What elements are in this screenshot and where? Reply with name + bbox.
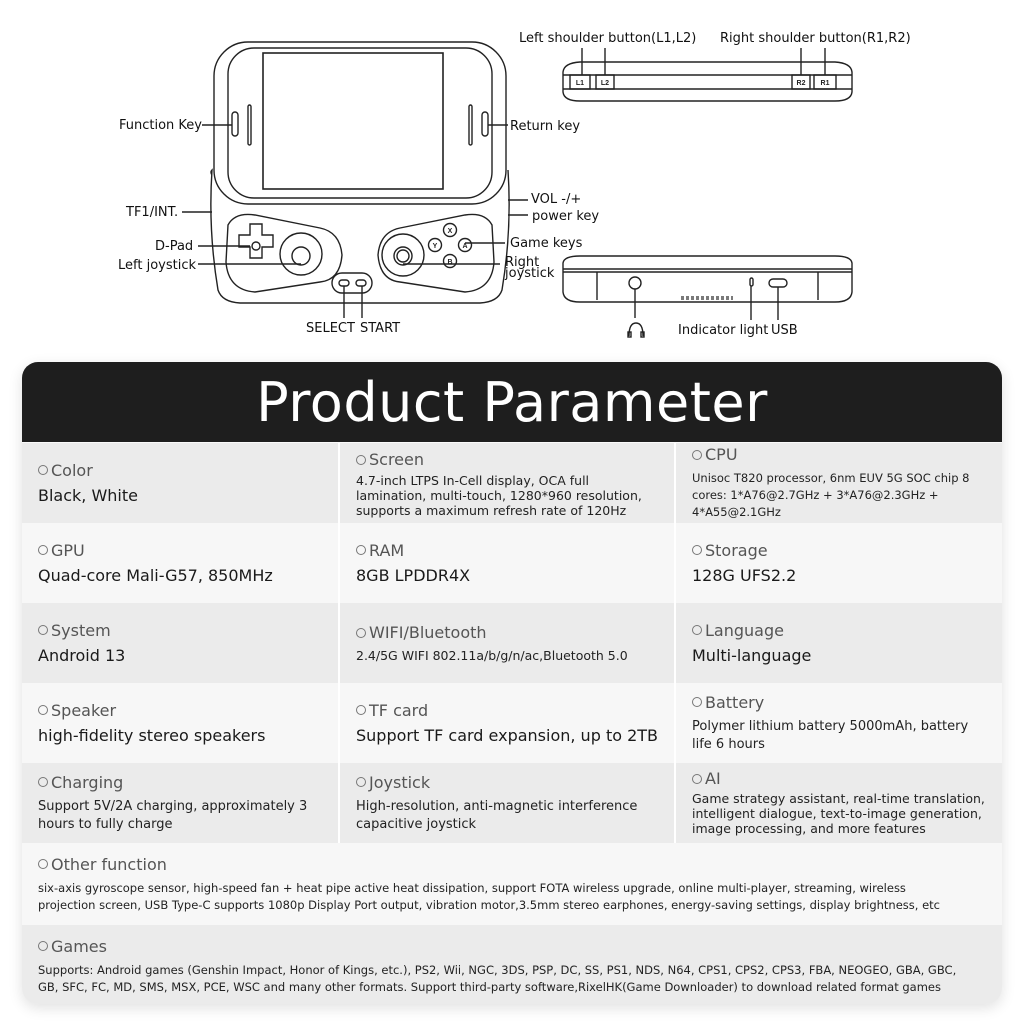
svg-text:R2: R2: [796, 80, 806, 87]
label-indicator-light: Indicator light: [678, 323, 769, 338]
bullet-circle-icon: [692, 774, 702, 784]
bullet-circle-icon: [692, 697, 702, 707]
param-wifi-bluetooth: [340, 603, 676, 683]
param-other-function: [22, 843, 1002, 925]
param-title: Screen: [369, 450, 425, 469]
svg-text:L1: L1: [575, 80, 585, 87]
label-left-shoulder: Left shoulder button(L1,L2): [519, 31, 697, 46]
param-title: Joystick: [369, 772, 431, 792]
bullet-circle-icon: [356, 777, 366, 787]
param-color: [22, 443, 340, 523]
param-title: Language: [705, 620, 784, 640]
label-right-joystick: [505, 257, 554, 279]
param-title: Battery: [705, 692, 765, 712]
param-value: high-fidelity stereo speakers: [38, 725, 266, 745]
param-value: High-resolution, anti-magnetic interference capacitive joystick: [356, 798, 638, 832]
param-value: Supports: Android games (Genshin Impact, Honor of Kings, etc.), PS2, Wii, NGC, 3DS, PSP, DC, SS, PS1, NDS, N64, CPS1, CPS2, CPS3, FBA, NEOGEO, GBA, GBC, GB, SFC, FC, MD, SMS, MSX, PCE, WSC and many other formats. Support third-party software,RixelHK(Game Downloader) to download related format games: [38, 962, 957, 994]
param-value: 2.4/5G WIFI 802.11a/b/g/n/ac,Bluetooth 5.0: [356, 648, 628, 663]
bullet-circle-icon: [356, 628, 366, 638]
param-system: [22, 603, 340, 683]
param-language: [676, 603, 1002, 683]
bullet-circle-icon: [38, 465, 48, 475]
label-power-key: power key: [532, 209, 600, 224]
bullet-circle-icon: [356, 545, 366, 555]
svg-text:Y: Y: [432, 243, 438, 250]
device-line-drawing: [0, 0, 1024, 350]
svg-text:X: X: [447, 228, 453, 235]
param-row: [22, 603, 1002, 683]
bullet-circle-icon: [38, 859, 48, 869]
param-title: WIFI/Bluetooth: [369, 623, 487, 642]
label-return-key: Return key: [510, 119, 581, 134]
svg-text:L2: L2: [600, 80, 610, 87]
label-left-joystick: Left joystick: [118, 258, 197, 273]
param-charging: [22, 763, 340, 843]
label-dpad: D-Pad: [155, 239, 194, 254]
param-speaker: [22, 683, 340, 763]
label-right-joystick-line2: joystick: [505, 266, 555, 281]
param-title: Games: [51, 936, 107, 956]
param-cpu: [676, 443, 1002, 523]
param-joystick: [340, 763, 676, 843]
svg-text:R1: R1: [820, 80, 830, 87]
param-title: Storage: [705, 540, 768, 560]
param-screen: [340, 443, 676, 523]
label-function-key: Function Key: [119, 118, 202, 133]
bullet-circle-icon: [38, 545, 48, 555]
bullet-circle-icon: [356, 705, 366, 715]
param-battery: [676, 683, 1002, 763]
param-title: Speaker: [51, 700, 117, 720]
param-games: [22, 925, 1002, 1004]
param-row: [22, 925, 1002, 1004]
label-usb: USB: [771, 323, 798, 338]
param-value: Support TF card expansion, up to 2TB: [356, 725, 659, 745]
param-row: [22, 683, 1002, 763]
param-value: Polymer lithium battery 5000mAh, battery life 6 hours: [692, 718, 969, 752]
label-right-shoulder: Right shoulder button(R1,R2): [720, 31, 911, 46]
product-parameter-card: [22, 362, 1002, 1004]
bullet-circle-icon: [38, 625, 48, 635]
bullet-circle-icon: [692, 545, 702, 555]
param-title: AI: [705, 769, 721, 788]
svg-text:A: A: [462, 243, 468, 250]
param-value: Android 13: [38, 645, 126, 665]
param-row: [22, 443, 1002, 523]
param-value: Quad-core Mali-G57, 850MHz: [38, 565, 273, 585]
param-row: [22, 843, 1002, 925]
param-value: Multi-language: [692, 645, 812, 665]
card-title: Product Parameter: [22, 362, 1002, 443]
param-value: 128G UFS2.2: [692, 565, 797, 585]
param-gpu: [22, 523, 340, 603]
param-value: 8GB LPDDR4X: [356, 565, 471, 585]
param-tf-card: [340, 683, 676, 763]
bullet-circle-icon: [692, 450, 702, 460]
param-title: CPU: [705, 445, 738, 464]
bullet-circle-icon: [692, 625, 702, 635]
param-ai: [676, 763, 1002, 843]
bullet-circle-icon: [38, 941, 48, 951]
bullet-circle-icon: [38, 777, 48, 787]
param-storage: [676, 523, 1002, 603]
param-value: Unisoc T820 processor, 6nm EUV 5G SOC chip 8 cores: 1*A76@2.7GHz + 3*A76@2.3GHz + 4*A55@2.1GHz: [692, 471, 970, 519]
label-right-joystick-line1: Right: [505, 255, 540, 270]
bullet-circle-icon: [356, 455, 366, 465]
param-row: [22, 523, 1002, 603]
param-row: [22, 763, 1002, 843]
param-title: Charging: [51, 772, 124, 792]
param-value: 4.7-inch LTPS In-Cell display, OCA full lamination, multi-touch, 1280*960 resolution, supports a maximum refresh rate of 120Hz: [356, 473, 642, 518]
param-title: System: [51, 620, 111, 640]
param-value: Game strategy assistant, real-time translation, intelligent dialogue, text-to-image generation, image processing, and more features: [692, 791, 985, 836]
param-value: Black, White: [38, 485, 138, 505]
label-vol: VOL -/+: [531, 192, 582, 207]
param-title: Other function: [51, 854, 167, 874]
label-select: SELECT: [306, 321, 355, 336]
param-title: Color: [51, 460, 93, 480]
param-value: six-axis gyroscope sensor, high-speed fan + heat pipe active heat dissipation, support FOTA wireless upgrade, online multi-player, streaming, wireless projection screen, USB Type-C supports 1080p Display Port output, vibration motor,3.5mm stereo earphones, energy-saving settings, display brightness, etc: [38, 880, 940, 912]
param-title: GPU: [51, 540, 85, 560]
svg-text:B: B: [447, 259, 453, 266]
param-title: TF card: [369, 700, 429, 720]
bullet-circle-icon: [38, 705, 48, 715]
label-start: START: [360, 321, 401, 336]
param-title: RAM: [369, 540, 405, 560]
device-diagram: [0, 0, 1024, 350]
label-tf-int: TF1/INT.: [126, 205, 179, 220]
param-ram: [340, 523, 676, 603]
param-value: Support 5V/2A charging, approximately 3 hours to fully charge: [38, 798, 308, 832]
label-game-keys: Game keys: [510, 236, 583, 251]
